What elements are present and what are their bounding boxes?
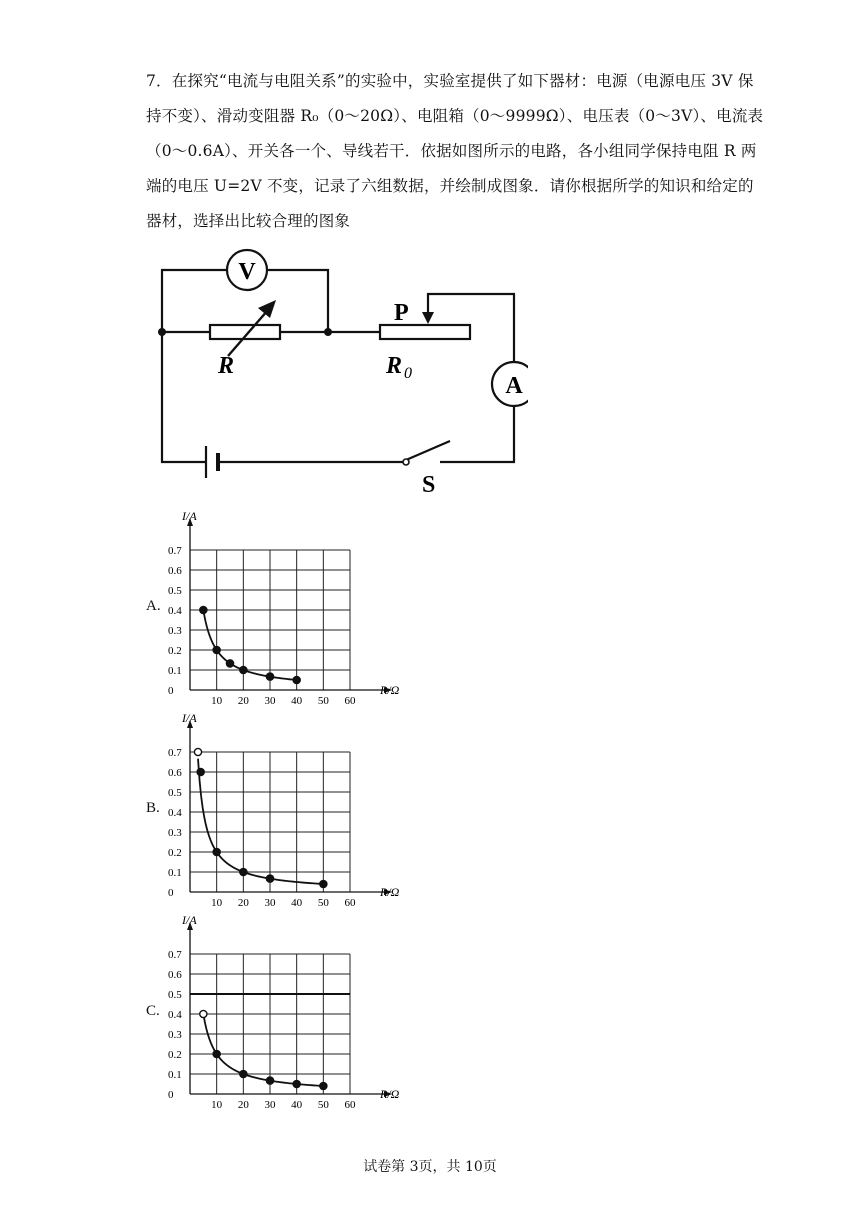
data-point bbox=[293, 1080, 300, 1087]
ammeter-label: A bbox=[505, 373, 523, 399]
x-tick-label: 40 bbox=[291, 695, 303, 704]
data-point bbox=[197, 768, 204, 775]
question-text bbox=[146, 64, 764, 239]
y-tick-label: 0.6 bbox=[168, 767, 182, 779]
switch-contact bbox=[403, 459, 409, 465]
x-tick-label: 50 bbox=[317, 1099, 329, 1108]
circuit-wires bbox=[162, 270, 514, 462]
slider-arrow-icon bbox=[422, 312, 434, 324]
y-tick-label: 0 bbox=[168, 1089, 174, 1101]
data-point bbox=[213, 848, 220, 855]
y-tick-label: 0.1 bbox=[168, 665, 182, 677]
resistor-box-label: R bbox=[218, 353, 235, 379]
data-point bbox=[266, 673, 273, 680]
x-tick-label: 20 bbox=[237, 1099, 249, 1108]
y-tick-label: 0.2 bbox=[168, 645, 182, 657]
data-point bbox=[320, 1082, 327, 1089]
circuit-diagram bbox=[148, 248, 528, 498]
graph-option-a bbox=[164, 504, 414, 704]
rheostat-subscript: 0 bbox=[404, 365, 412, 382]
y-tick-label: 0.3 bbox=[168, 1029, 182, 1041]
data-point bbox=[213, 646, 220, 653]
graph-option-b bbox=[164, 706, 414, 906]
junction-dot bbox=[324, 328, 332, 336]
question-line: 7．在探究“电流与电阻关系”的实验中，实验室提供了如下器材：电源（电源电压 3V 保 bbox=[146, 72, 754, 90]
x-tick-label: 10 bbox=[211, 897, 223, 906]
x-axis-label: R/Ω bbox=[380, 683, 400, 697]
x-tick-label: 30 bbox=[264, 695, 276, 704]
x-tick-label: 60 bbox=[344, 695, 356, 704]
y-tick-label: 0.3 bbox=[168, 827, 182, 839]
x-tick-label: 20 bbox=[237, 695, 249, 704]
x-tick-label: 10 bbox=[211, 695, 223, 704]
graph-option-c bbox=[164, 908, 414, 1108]
y-axis-label: I/A bbox=[182, 913, 197, 927]
x-tick-label: 50 bbox=[317, 897, 329, 906]
data-point bbox=[240, 666, 247, 673]
x-tick-label: 30 bbox=[264, 897, 276, 906]
y-axis-label: I/A bbox=[182, 711, 197, 725]
option-label-b: B. bbox=[146, 800, 160, 816]
option-label-c: C. bbox=[146, 1003, 160, 1019]
data-point bbox=[200, 606, 207, 613]
data-point bbox=[266, 1077, 273, 1084]
x-tick-label: 30 bbox=[264, 1099, 276, 1108]
y-tick-label: 0.1 bbox=[168, 867, 182, 879]
question-line: 器材，选择出比较合理的图象 bbox=[146, 212, 351, 230]
option-label-a: A. bbox=[146, 598, 161, 614]
x-tick-label: 60 bbox=[344, 1099, 356, 1108]
y-tick-label: 0.4 bbox=[168, 1009, 182, 1021]
y-tick-label: 0.5 bbox=[168, 989, 182, 1001]
slider-label: P bbox=[394, 300, 409, 326]
y-tick-label: 0.6 bbox=[168, 565, 182, 577]
y-tick-label: 0.7 bbox=[168, 545, 182, 557]
data-point bbox=[194, 748, 201, 755]
y-tick-label: 0.5 bbox=[168, 787, 182, 799]
rheostat-symbol bbox=[380, 325, 470, 339]
y-tick-label: 0.2 bbox=[168, 1049, 182, 1061]
data-point bbox=[213, 1050, 220, 1057]
data-point bbox=[240, 868, 247, 875]
data-point bbox=[226, 660, 233, 667]
x-tick-label: 50 bbox=[317, 695, 329, 704]
y-tick-label: 0 bbox=[168, 685, 174, 697]
data-point bbox=[293, 676, 300, 683]
x-tick-label: 60 bbox=[344, 897, 356, 906]
switch-label: S bbox=[422, 472, 436, 498]
rheostat-label: R bbox=[386, 353, 403, 379]
junction-dot bbox=[158, 328, 166, 336]
arrow-head-icon bbox=[258, 300, 276, 318]
data-point bbox=[320, 880, 327, 887]
y-tick-label: 0.6 bbox=[168, 969, 182, 981]
y-tick-label: 0.4 bbox=[168, 605, 182, 617]
x-tick-label: 20 bbox=[237, 897, 249, 906]
y-tick-label: 0.5 bbox=[168, 585, 182, 597]
data-point bbox=[240, 1070, 247, 1077]
data-point bbox=[266, 875, 273, 882]
data-curve bbox=[203, 1014, 323, 1086]
x-axis-label: R/Ω bbox=[380, 885, 400, 899]
x-tick-label: 10 bbox=[211, 1099, 223, 1108]
y-tick-label: 0.2 bbox=[168, 847, 182, 859]
y-axis-label: I/A bbox=[182, 509, 197, 523]
x-axis-label: R/Ω bbox=[380, 1087, 400, 1101]
y-tick-label: 0.7 bbox=[168, 747, 182, 759]
x-tick-label: 40 bbox=[291, 1099, 303, 1108]
question-line: 端的电压 U=2V 不变，记录了六组数据，并绘制成图象．请你根据所学的知识和给定的 bbox=[146, 177, 754, 195]
y-tick-label: 0.3 bbox=[168, 625, 182, 637]
y-tick-label: 0 bbox=[168, 887, 174, 899]
voltmeter-label: V bbox=[238, 259, 256, 285]
y-tick-label: 0.4 bbox=[168, 807, 182, 819]
question-line: 持不变）、滑动变阻器 R₀（0～20Ω）、电阻箱（0～9999Ω）、电压表（0～3V）、电流表 bbox=[146, 107, 764, 125]
x-tick-label: 40 bbox=[291, 897, 303, 906]
data-point bbox=[200, 1010, 207, 1017]
page-footer: 试卷第 3页，共 10页 bbox=[363, 1159, 497, 1175]
y-tick-label: 0.1 bbox=[168, 1069, 182, 1081]
question-line: （0～0.6A）、开关各一个、导线若干．依据如图所示的电路，各小组同学保持电阻 R 两 bbox=[146, 142, 757, 160]
y-tick-label: 0.7 bbox=[168, 949, 182, 961]
